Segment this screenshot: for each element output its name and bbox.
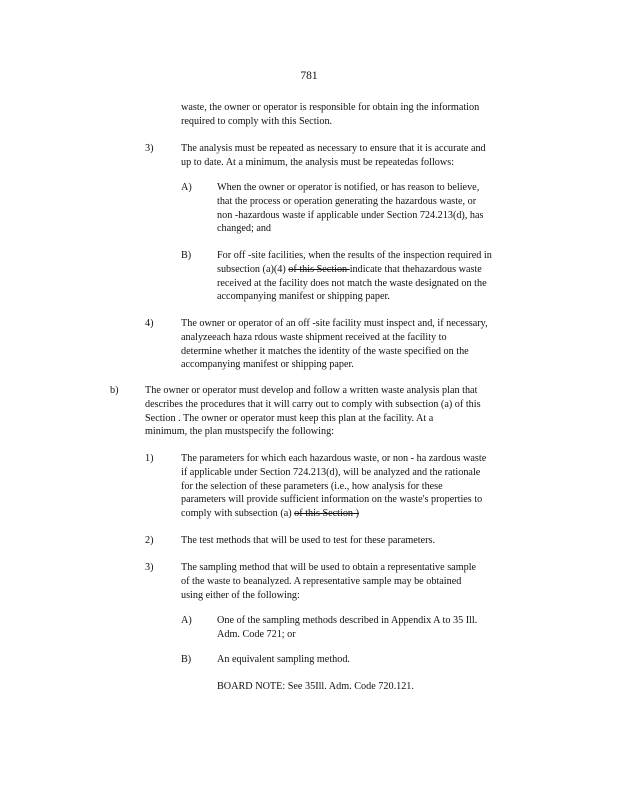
text-line: When the owner or operator is notified, or has reason to believe, [217, 182, 480, 193]
text-line: accompanying manifest or shipping paper. [181, 359, 354, 371]
item-label-3: 3) [145, 143, 154, 154]
page-number: 781 [300, 70, 318, 82]
text-line: The analysis must be repeated as necessary to ensure that it is accurate and [181, 143, 486, 154]
struck-text: of this Section [288, 263, 350, 275]
text-line: The sampling method that will be used to obtain a representative sample [181, 562, 477, 573]
item-1-text [181, 452, 543, 521]
text-line: describes the procedures that it will carry out to comply with subsection (a) of this [145, 398, 481, 410]
text-line: changed; and [217, 223, 272, 235]
text-line: The owner or operator of an off -site facility must inspect and, if necessary, [181, 318, 488, 329]
text-line: One of the sampling methods described in Appendix A to 35 Ill. [217, 615, 478, 626]
text-line: parameters will provide sufficient information on the waste's properties to [181, 494, 483, 506]
item-3b-text [181, 561, 543, 602]
text-line [217, 263, 542, 277]
item-label-1: 1) [145, 453, 154, 464]
subitem-label-A2: A) [181, 615, 192, 626]
text-line [181, 507, 543, 521]
item-label-2: 2) [145, 535, 154, 546]
text-line: up to date. At a minimum, the analysis must be repeatedas follows: [181, 156, 455, 168]
text-segment: comply with subsection (a) [181, 508, 295, 520]
text-line: received at the facility does not match the waste designated on the [217, 277, 487, 289]
text-line: The parameters for which each hazardous waste, or non - ha zardous waste [181, 453, 487, 464]
subitem-label-A: A) [181, 182, 192, 193]
text-line: required to comply with this Section. [181, 115, 333, 127]
text-line: using either of the following: [181, 589, 300, 601]
text-line: waste, the owner or operator is responsible for obtain ing the information [181, 102, 480, 113]
subitem-A-text [217, 181, 532, 236]
text-line: The test methods that will be used to test for these parameters. [181, 535, 436, 546]
item-2-text [181, 534, 543, 548]
section-label-b: b) [110, 385, 119, 396]
text-line: determine whether it matches the identity of the waste specified on the [181, 345, 469, 357]
subitem-label-B2: B) [181, 654, 192, 665]
text-line: minimum, the plan mustspecify the following: [145, 426, 335, 438]
text-segment: subsection (a)(4) [217, 263, 289, 275]
text-line: if applicable under Section 724.213(d), will be analyzed and the rationale [181, 466, 481, 478]
item-label-4: 4) [145, 318, 154, 329]
item-4-text [181, 317, 541, 372]
subitem-B2-text [217, 653, 537, 667]
text-line: for the selection of these parameters (i.e., how analysis for these [181, 480, 443, 492]
item-3-text [181, 142, 541, 170]
text-segment: indicate that thehazardous waste [349, 263, 482, 275]
text-line: of the waste to beanalyzed. A representative sample may be obtained [181, 575, 462, 587]
subitem-A2-text [217, 614, 537, 642]
board-note: BOARD NOTE: See 35Ill. Adm. Code 720.121. [217, 681, 414, 692]
text-line: An equivalent sampling method. [217, 654, 350, 665]
text-line: The owner or operator must develop and follow a written waste analysis plan that [145, 385, 478, 396]
struck-text: of this Section ) [294, 508, 359, 520]
text-line: accompanying manifest or shipping paper. [217, 291, 390, 303]
section-b-text [145, 384, 545, 439]
text-line: For off -site facilities, when the results of the inspection required in [217, 250, 492, 261]
subitem-B-text [217, 249, 542, 304]
text-line: non -hazardous waste if applicable under Section 724.213(d), has [217, 209, 484, 221]
text-line: that the process or operation generating the hazardous waste, or [217, 195, 477, 207]
text-line: Section . The owner or operator must keep this plan at the facility. At a [145, 412, 434, 424]
text-line: analyzeeach haza rdous waste shipment received at the facility to [181, 331, 447, 343]
intro-paragraph [181, 101, 526, 129]
subitem-label-B: B) [181, 250, 192, 261]
text-line: Adm. Code 721; or [217, 628, 296, 640]
item-label-3b: 3) [145, 562, 154, 573]
